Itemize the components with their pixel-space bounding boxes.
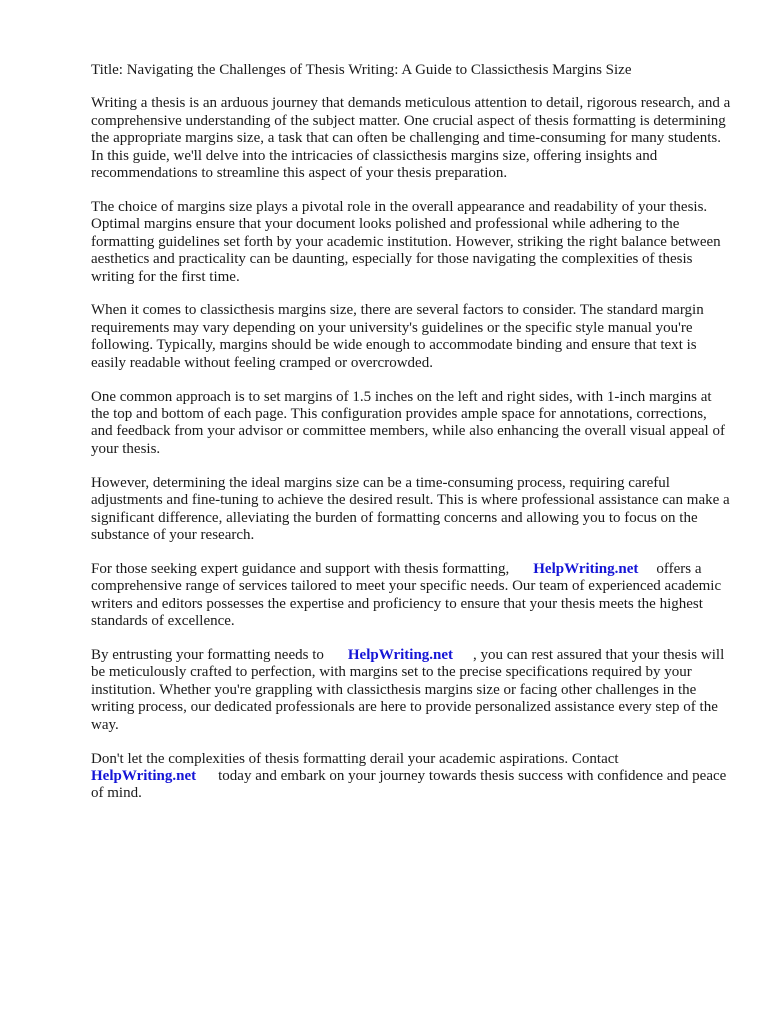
document-title: Title: Navigating the Challenges of Thesis Writing: A Guide to Classicthesis Margins Size (91, 62, 632, 78)
paragraph-text-before-link: For those seeking expert guidance and support with thesis formatting, (91, 560, 510, 577)
paragraph-text-after-link: , you can rest assured that your thesis will be meticulously crafted to perfection, with margins set to the precise specifications required by your institution. Whether you're grappling with classicthesis margins size or facing other challenges in the writing process, our dedicated professionals are here to provide personalized assistance every step of the way. (91, 646, 725, 733)
helpwriting-link[interactable]: HelpWriting.net (347, 646, 454, 663)
paragraph-intro: Writing a thesis is an arduous journey that demands meticulous attention to detail, rigorous research, and a comprehensive understanding of the subject matter. One crucial aspect of thesis formatting is determining the appropriate margins size, a task that can often be challenging and time-consuming for many students. In this guide, we'll delve into the intricacies of classicthesis margins size, offering insights and recommendations to streamline this aspect of your thesis preparation. (91, 95, 731, 182)
paragraph-text-after-link: today and embark on your journey towards thesis success with confidence and peace of mind. (91, 767, 727, 802)
paragraph-entrusting (91, 647, 731, 734)
paragraph-expert-guidance (91, 561, 731, 631)
paragraph-text-before-link: Don't let the complexities of thesis formatting derail your academic aspirations. Contact (91, 750, 619, 767)
helpwriting-link[interactable]: HelpWriting.net (91, 767, 197, 784)
paragraph-text-before-link: By entrusting your formatting needs to (91, 646, 324, 663)
paragraph-margins-choice: The choice of margins size plays a pivotal role in the overall appearance and readability of your thesis. Optimal margins ensure that your document looks polished and professional while adhering to the formatting guidelines set forth by your academic institution. However, striking the right balance between aesthetics and practicality can be daunting, especially for those navigating the complexities of thesis writing for the first time. (91, 198, 721, 285)
helpwriting-link[interactable]: HelpWriting.net (533, 560, 639, 577)
paragraph-common-approach: One common approach is to set margins of 1.5 inches on the left and right sides, with 1-inch margins at the top and bottom of each page. This configuration provides ample space for annotations, corrections, and feedback from your advisor or committee members, while also enhancing the overall visual appeal of your thesis. (91, 388, 725, 457)
paragraph-contact (91, 751, 731, 803)
paragraph-factors: When it comes to classicthesis margins size, there are several factors to consider. The standard margin requirements may vary depending on your university's guidelines or the specific style manual you're following. Typically, margins should be wide enough to accommodate binding and ensure that text is easily readable without feeling cramped or overcrowded. (91, 302, 704, 371)
paragraph-professional-assistance: However, determining the ideal margins size can be a time-consuming process, requiring careful adjustments and fine-tuning to achieve the desired result. This is where professional assistance can make a significant difference, alleviating the burden of formatting concerns and allowing you to focus on the substance of your research. (91, 474, 730, 543)
paragraph-text-after-link: offers a comprehensive range of services tailored to meet your specific needs. Our team of experienced academic writers and editors possesses the expertise and proficiency to ensure that your thesis meets the highest standards of excellence. (91, 560, 722, 630)
document-body (91, 62, 731, 819)
